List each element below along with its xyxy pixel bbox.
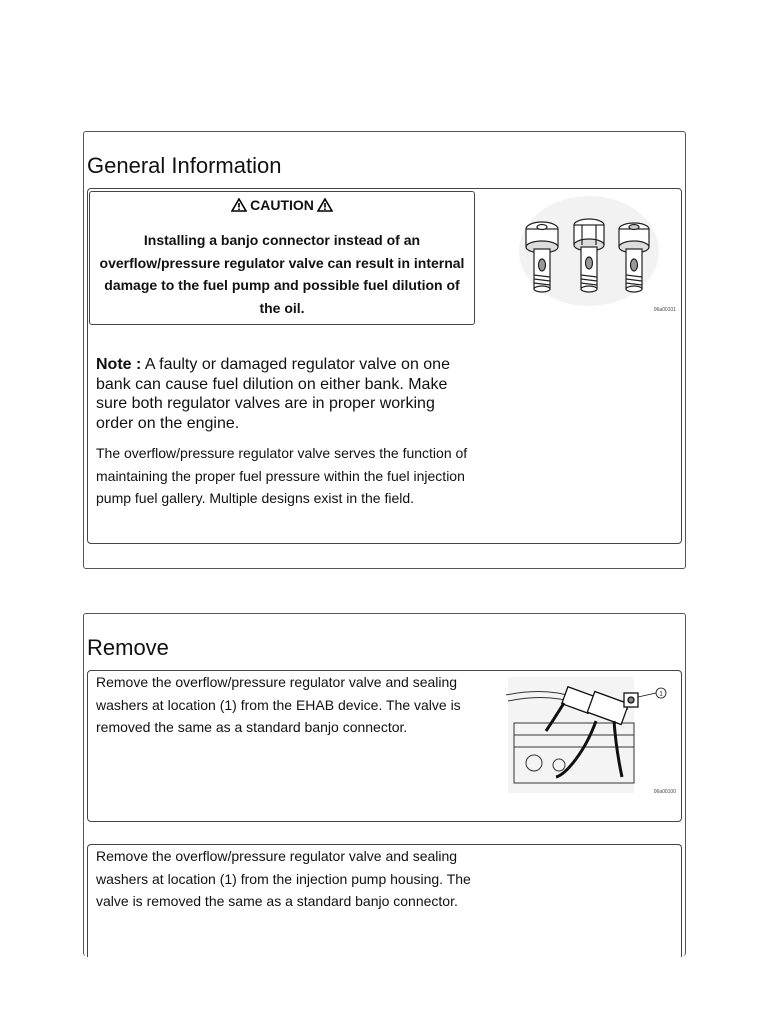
general-information-section xyxy=(83,131,686,569)
general-description: The overflow/pressure regulator valve serves the function of maintaining the proper fuel pressure within the fuel injection pump fuel gallery. Multiple designs exist in the field. xyxy=(96,445,468,506)
section-title-remove: Remove xyxy=(87,635,169,660)
figure-code: 06a00101 xyxy=(653,307,676,313)
caution-header xyxy=(90,197,474,213)
warning-triangle-icon xyxy=(231,198,247,212)
section-title-general: General Information xyxy=(87,153,282,178)
remove-section xyxy=(83,613,686,956)
callout-number: 1 xyxy=(659,691,663,698)
remove-step-ehab-text: Remove the overflow/pressure regulator valve and sealing washers at location (1) from the EHAB device. The valve is removed the same as a standard banjo connector. xyxy=(96,674,461,735)
regulator-valve-location-illustration xyxy=(504,673,680,797)
caution-text: Installing a banjo connector instead of an overflow/pressure regulator valve can result in internal damage to the fuel pump and possible fuel dilution of the oil. xyxy=(99,232,465,316)
note-label: Note : xyxy=(96,356,142,373)
caution-box xyxy=(89,191,475,325)
remove-step-ehab xyxy=(87,670,682,822)
figure-code: 06a00100 xyxy=(653,789,676,795)
banjo-connector-illustration xyxy=(504,191,680,315)
caution-label: CAUTION xyxy=(250,197,314,213)
warning-triangle-icon xyxy=(317,198,333,212)
note-text: A faulty or damaged regulator valve on one bank can cause fuel dilution on either bank. Make sure both regulator valves are in proper working order on the engine. xyxy=(96,356,450,432)
remove-step-pump-housing xyxy=(87,844,682,957)
general-information-card xyxy=(87,188,682,544)
remove-step-pump-housing-text: Remove the overflow/pressure regulator valve and sealing washers at location (1) from the injection pump housing. The valve is removed the same as a standard banjo connector. xyxy=(96,848,471,909)
note-paragraph xyxy=(96,355,476,433)
